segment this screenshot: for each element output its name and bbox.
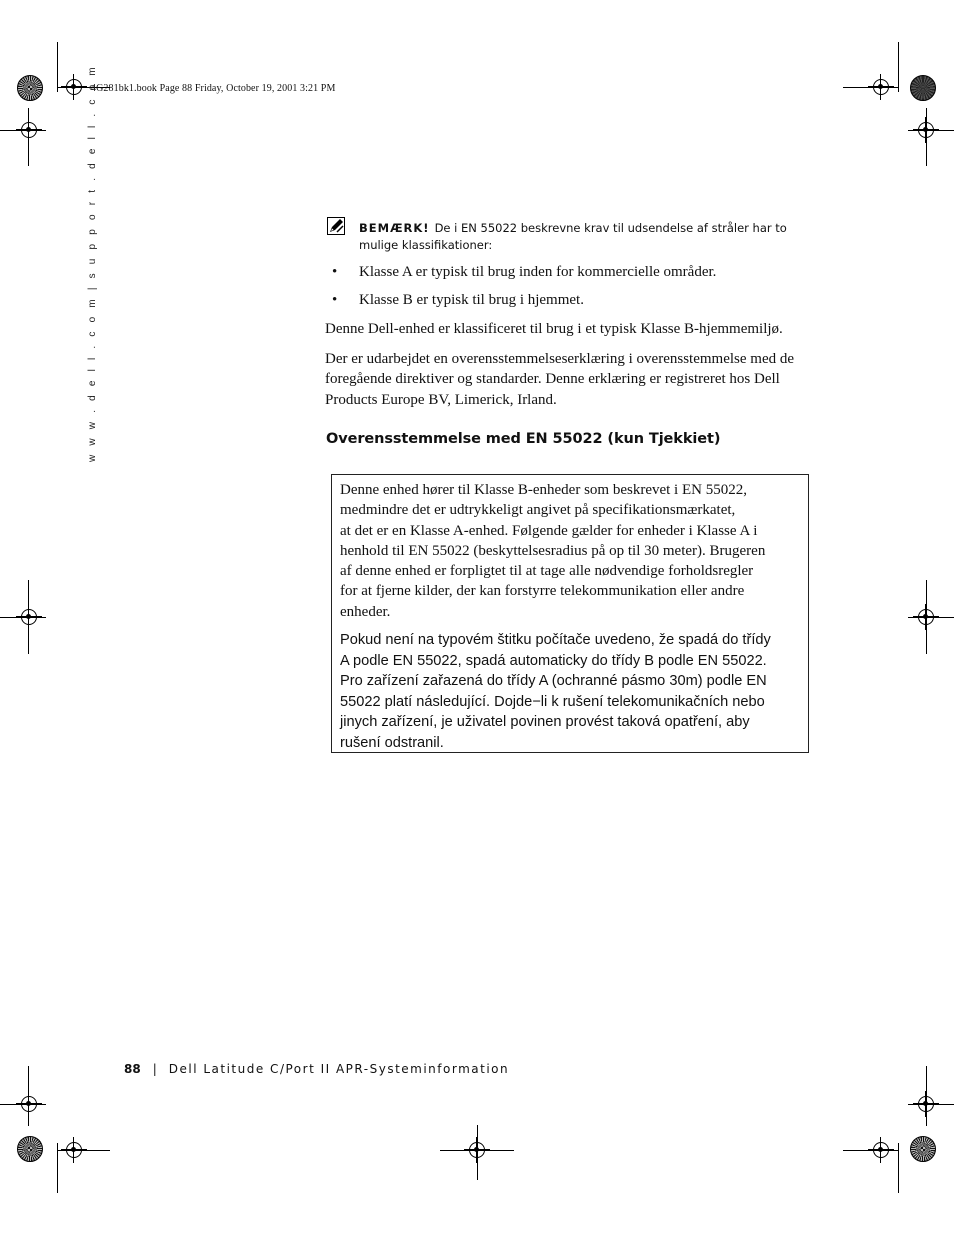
- crop-mark: [908, 130, 954, 131]
- text-line: enheder.: [340, 603, 391, 620]
- registration-mark-icon: [873, 79, 889, 95]
- note-body: De i EN 55022 beskrevne krav til udsendelse af stråler har to mulige klassifikationer:: [359, 221, 787, 252]
- list-item-text: Klasse A er typisk til brug inden for kommercielle områder.: [359, 264, 717, 280]
- compliance-box: [331, 474, 809, 753]
- text-line: henhold til EN 55022 (beskyttelsesradius på op til 30 meter). Brugeren: [340, 542, 766, 559]
- crop-mark: [0, 130, 46, 131]
- crop-mark: [28, 108, 29, 166]
- crop-mark: [57, 42, 58, 92]
- bullet-icon: •: [332, 264, 338, 280]
- crop-mark: [0, 617, 46, 618]
- crop-mark: [898, 42, 899, 92]
- color-bar-starburst-icon: [17, 1136, 43, 1162]
- crop-mark: [0, 1104, 46, 1105]
- text-line: Pro zařízení zařazená do třídy A (ochranné pásmo 30m) podle EN: [340, 673, 767, 690]
- footer-separator: |: [152, 1062, 157, 1076]
- text-line: rušení odstranil.: [340, 734, 444, 751]
- registration-mark-icon: [66, 1142, 82, 1158]
- crop-mark: [440, 1150, 514, 1151]
- text-line: for at fjerne kilder, der kan forstyrre telekommunikation eller andre: [340, 583, 745, 600]
- print-file-info: 4G281bk1.book Page 88 Friday, October 19, 2001 3:21 PM: [91, 83, 336, 94]
- registration-mark-icon: [873, 1142, 889, 1158]
- text-line: Denne enhed hører til Klasse B-enheder som beskrevet i EN 55022,: [340, 482, 747, 498]
- sidebar-url: w w w . d e l l . c o m | s u p p o r t . d e l l . c o m: [87, 64, 98, 462]
- color-bar-starburst-icon: [910, 75, 936, 101]
- text-line: jinych zařízení, je uživatel povinen provést taková opatření, aby: [340, 714, 750, 731]
- list-item: [332, 262, 716, 290]
- crop-mark: [898, 1143, 899, 1193]
- registration-mark-icon: [66, 79, 82, 95]
- list-item: [332, 290, 716, 318]
- crop-mark: [477, 1125, 478, 1180]
- text-line: af denne enhed er forpligtet til at tage alle nødvendige forholdsregler: [340, 563, 754, 580]
- pencil-note-icon: [327, 217, 345, 235]
- color-bar-starburst-icon: [17, 75, 43, 101]
- note-label: BEMÆRK!: [359, 221, 430, 235]
- page-footer: [124, 1062, 509, 1076]
- crop-mark: [926, 108, 927, 166]
- crop-mark: [908, 1104, 954, 1105]
- text-line: at det er en Klasse A-enhed. Følgende gælder for enheder i Klasse A i: [340, 522, 758, 539]
- text-line: 55022 platí následující. Dojde−li k rušení telekomunikačních nebo: [340, 693, 765, 710]
- danish-notice: [340, 480, 802, 622]
- paragraph: Der er udarbejdet en overensstemmelseserklæring i overensstemmelse med de foregående direktiver og standarder. Denne erklæring er registreret hos Dell Products Europe BV, Limerick, Irland.: [325, 351, 795, 408]
- crop-mark: [908, 617, 954, 618]
- bullet-icon: •: [332, 292, 338, 308]
- crop-mark: [28, 1066, 29, 1126]
- text-line: Pokud není na typovém štitku počítače uvedeno, že spadá do třídy: [340, 632, 771, 648]
- czech-notice: [340, 630, 802, 754]
- color-bar-starburst-icon: [910, 1136, 936, 1162]
- text-line: A podle EN 55022, spadá automaticky do třídy B podle EN 55022.: [340, 652, 767, 669]
- section-heading: Overensstemmelse med EN 55022 (kun Tjekkiet): [326, 431, 721, 447]
- page-number: 88: [124, 1062, 141, 1076]
- note-text: [359, 220, 799, 254]
- text-line: medmindre det er udtrykkeligt angivet på specifikationsmærkatet,: [340, 502, 736, 519]
- footer-title: Dell Latitude C/Port II APR-Systeminformation: [168, 1062, 510, 1076]
- crop-mark: [926, 1066, 927, 1126]
- bullet-list: [332, 262, 716, 318]
- paragraph: Denne Dell-enhed er klassificeret til brug i et typisk Klasse B-hjemmemiljø.: [325, 321, 783, 337]
- list-item-text: Klasse B er typisk til brug i hjemmet.: [359, 292, 584, 308]
